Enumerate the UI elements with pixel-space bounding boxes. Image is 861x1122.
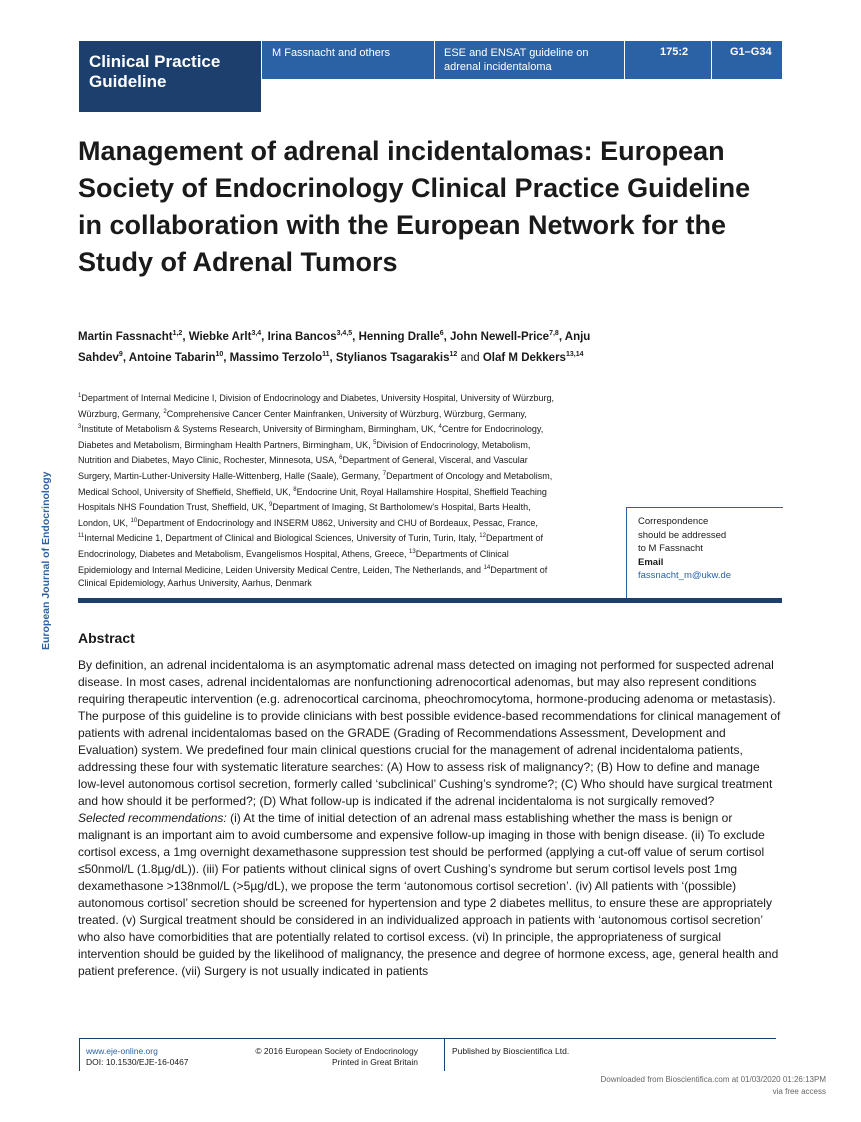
correspondence-line: should be addressed	[638, 529, 727, 541]
author-name: Wiebke Arlt	[188, 330, 252, 343]
author-affiliation-marker: 7,8	[549, 330, 559, 337]
author-name: Anju Sahdev	[78, 330, 591, 364]
abstract-paragraph: By definition, an adrenal incidentaloma is an asymptomatic adrenal mass detected on imaging not performed for suspected adrenal disease. In most cases, adrenal incidentalomas are nonfunctioning adrenocortical adenomas, but may also represent conditions requiring therapeutic intervention (e.g. adrenocortical carcinoma, pheochromocytoma, hormone-producing adenoma or metastasis). The purpose of this guideline is to provide clinicians with best possible evidence-based recommendations for clinical management of patients with adrenal incidentalomas based on the GRADE (Grading of Recommendations Assessment, Development and Evaluation) system. We predefined four main clinical questions crucial for the management of adrenal incidentaloma patients, addressing these four with systematic literature searches: (A) How to assess risk of malignancy?; (B) How to define and manage low-level autonomous cortisol secretion, formerly called ‘subclinical’ Cushing’s syndrome?; (C) Who should have surgical treatment and how should it be performed?; (D) What follow-up is indicated if the adrenal incidentaloma is not surgically removed?	[78, 658, 781, 808]
header-divider	[434, 41, 435, 79]
download-info: Downloaded from Bioscientifica.com at 01/03/2020 01:26:13PM	[600, 1075, 826, 1084]
affiliation-text: Endocrine Unit, Royal Hallamshire Hospital, Sheffield Teaching Hospitals NHS Foundation Trust, Sheffield, UK,	[78, 486, 547, 513]
affiliation-number: 11	[78, 533, 85, 540]
section-label-box	[79, 41, 261, 112]
footer-journal-info	[86, 1046, 189, 1068]
affiliation-text: Department of Imaging, St Bartholomew's Hospital, Barts Health, London, UK,	[78, 502, 531, 528]
affiliation-text: Internal Medicine 1, Department of Clinical and Biological Sciences, University of Turin, Turin, Italy,	[84, 533, 480, 544]
author-separator: ,	[122, 351, 129, 364]
author-affiliation-marker: 3,4,5	[336, 330, 353, 337]
footer-divider	[79, 1038, 80, 1071]
affiliation-number: 10	[130, 517, 138, 524]
header-divider	[711, 41, 712, 79]
volume-issue: 175:2	[660, 46, 689, 58]
affiliation-text: Institute of Metabolism & Systems Research, University of Birmingham, Birmingham, UK,	[81, 424, 439, 435]
author-name: Massimo Terzolo	[229, 351, 323, 364]
affiliation-text: Department of Oncology and Metabolism, Medical School, University of Sheffield, Sheffield, UK,	[78, 470, 553, 497]
abstract-heading: Abstract	[78, 630, 135, 646]
abstract-paragraph-recommendations	[78, 810, 784, 980]
section-rule	[78, 598, 782, 603]
author-name: Olaf M Dekkers	[482, 351, 566, 364]
author-name: Irina Bancos	[267, 330, 337, 343]
running-header	[262, 41, 782, 79]
footer-rule	[79, 1038, 776, 1039]
author-affiliation-marker: 3,4	[251, 330, 262, 337]
affiliation-text: Centre for Endocrinology, Diabetes and Metabolism, Birmingham Health Partners, Birmingham, UK,	[78, 424, 544, 450]
copyright: © 2016 European Society of Endocrinology	[255, 1046, 418, 1056]
author-name: Henning Dralle	[358, 330, 440, 343]
affiliation-number: 13	[409, 548, 416, 555]
affiliation-number: 12	[479, 533, 486, 540]
footer-divider	[444, 1038, 445, 1071]
author-separator: ,	[182, 330, 189, 343]
affiliation-number: 6	[339, 455, 343, 462]
running-title-line2: adrenal incidentaloma	[444, 61, 552, 73]
author-name: John Newell-Price	[450, 330, 550, 343]
doi: DOI: 10.1530/EJE-16-0467	[86, 1057, 189, 1067]
affiliation-number: 3	[78, 424, 82, 431]
author-affiliation-marker: 9	[118, 350, 123, 358]
author-separator: ,	[223, 351, 230, 364]
printed-in: Printed in Great Britain	[332, 1057, 418, 1067]
article-title: Management of adrenal incidentalomas: European Society of Endocrinology Clinical Practice Guideline in collaboration with the European Network for the Study of Adrenal Tumors	[78, 136, 751, 277]
author-affiliation-marker: 6	[439, 330, 444, 337]
affiliation-number: 5	[373, 439, 377, 446]
page-range: G1–G34	[730, 46, 772, 58]
download-stamp	[601, 1074, 826, 1098]
author-separator: and	[457, 351, 483, 364]
author-affiliation-marker: 10	[215, 350, 224, 358]
author-affiliation-marker: 13,14	[565, 350, 584, 358]
journal-url[interactable]: www.eje-online.org	[86, 1046, 158, 1056]
author-name: Martin Fassnacht	[78, 330, 173, 343]
email-label: Email	[638, 556, 664, 568]
affiliation-text: Comprehensive Cancer Center Mainfranken, University of Würzburg, Würzburg, Germany,	[166, 408, 527, 419]
running-header-authors: M Fassnacht and others	[272, 47, 391, 59]
affiliation-text: Department of Endocrinology, Diabetes and Metabolism, Evangelismos Hospital, Athens, Greece,	[78, 533, 543, 559]
affiliation-text: Department of General, Visceral, and Vascular Surgery, Martin-Luther-University Halle-Wittenberg, Halle (Saale), Germany,	[78, 455, 528, 481]
footer-copyright	[246, 1046, 418, 1068]
running-header-title	[444, 46, 589, 74]
recommendations-label: Selected recommendations:	[78, 811, 227, 825]
author-separator: ,	[558, 330, 565, 343]
access-info: via free access	[772, 1087, 826, 1096]
author-affiliation-marker: 12	[449, 350, 458, 358]
email-link[interactable]: fassnacht_m@ukw.de	[638, 570, 732, 581]
author-separator: ,	[261, 330, 268, 343]
affiliation-text: Department of Endocrinology and INSERM U862, University and CHU of Bordeaux, Pessac, France,	[137, 517, 538, 528]
correspondence-line: to M Fassnacht	[638, 543, 703, 554]
author-affiliation-marker: 1,2	[172, 330, 183, 337]
affiliation-number: 4	[438, 424, 442, 431]
affiliation-number: 2	[163, 408, 167, 415]
author-separator: ,	[443, 330, 451, 343]
author-separator: ,	[329, 351, 336, 364]
section-label: Clinical Practice Guideline	[89, 52, 221, 91]
correspondence-box	[626, 507, 783, 601]
author-name: Stylianos Tsagarakis	[335, 351, 450, 364]
affiliation-number: 8	[293, 486, 297, 493]
affiliation-text: Department of Internal Medicine I, Division of Endocrinology and Diabetes, University Hospital, University of Würzburg, Würzburg, Germany,	[78, 393, 555, 419]
header-divider	[624, 41, 625, 79]
running-title-line1: ESE and ENSAT guideline on	[444, 47, 589, 59]
affiliations	[78, 390, 560, 591]
affiliation-number: 9	[268, 502, 273, 509]
affiliation-number: 1	[78, 393, 82, 399]
author-list	[78, 325, 638, 367]
journal-name: European Journal of Endocrinology	[40, 471, 52, 650]
affiliation-text: Departments of Clinical Epidemiology and Internal Medicine, Leiden University Medical Centre, Leiden, The Netherlands, and	[78, 548, 509, 575]
author-separator: ,	[352, 330, 359, 343]
affiliation-text: Department of Clinical Epidemiology, Aarhus University, Aarhus, Denmark	[78, 564, 548, 589]
author-name: Antoine Tabarin	[128, 351, 216, 364]
journal-sidebar	[40, 460, 54, 650]
affiliation-number: 7	[382, 470, 387, 477]
recommendations-text: (i) At the time of initial detection of an adrenal mass establishing whether the mass is benign or malignant is an important aim to avoid cumbersome and expensive follow-up imaging in those with benign disease. (ii) To exclude cortisol excess, a 1mg overnight dexamethasone suppression test should be performed (applying a cut-off value of serum cortisol ≤50nmol/L (1.8µg/dL)). (iii) For patients without clinical signs of overt Cushing’s syndrome but serum cortisol levels post 1mg dexamethasone >138nmol/L (>5µg/dL), we propose the term ‘autonomous cortisol secretion’. (iv) All patients with ‘(possible) autonomous cortisol’ secretion should be screened for hypertension and type 2 diabetes mellitus, to ensure these are appropriately treated. (v) Surgical treatment should be considered in an individualized approach in patients with ‘autonomous cortisol secretion’ who also have comorbidities that are potentially related to cortisol excess. (vi) In principle, the appropriateness of surgical intervention should be guided by the likelihood of malignancy, the presence and degree of hormone excess, age, general health and patient preference. (vii) Surgery is not usually indicated in patients	[78, 811, 779, 978]
publisher: Published by Bioscientifica Ltd.	[452, 1046, 570, 1056]
affiliation-text: Division of Endocrinology, Metabolism, Nutrition and Diabetes, Mayo Clinic, Rochester, Minnesota, USA,	[78, 439, 531, 466]
abstract-body	[78, 657, 784, 980]
correspondence-line: Correspondence	[638, 516, 709, 527]
author-affiliation-marker: 11	[322, 350, 330, 358]
affiliation-number: 14	[483, 564, 491, 571]
